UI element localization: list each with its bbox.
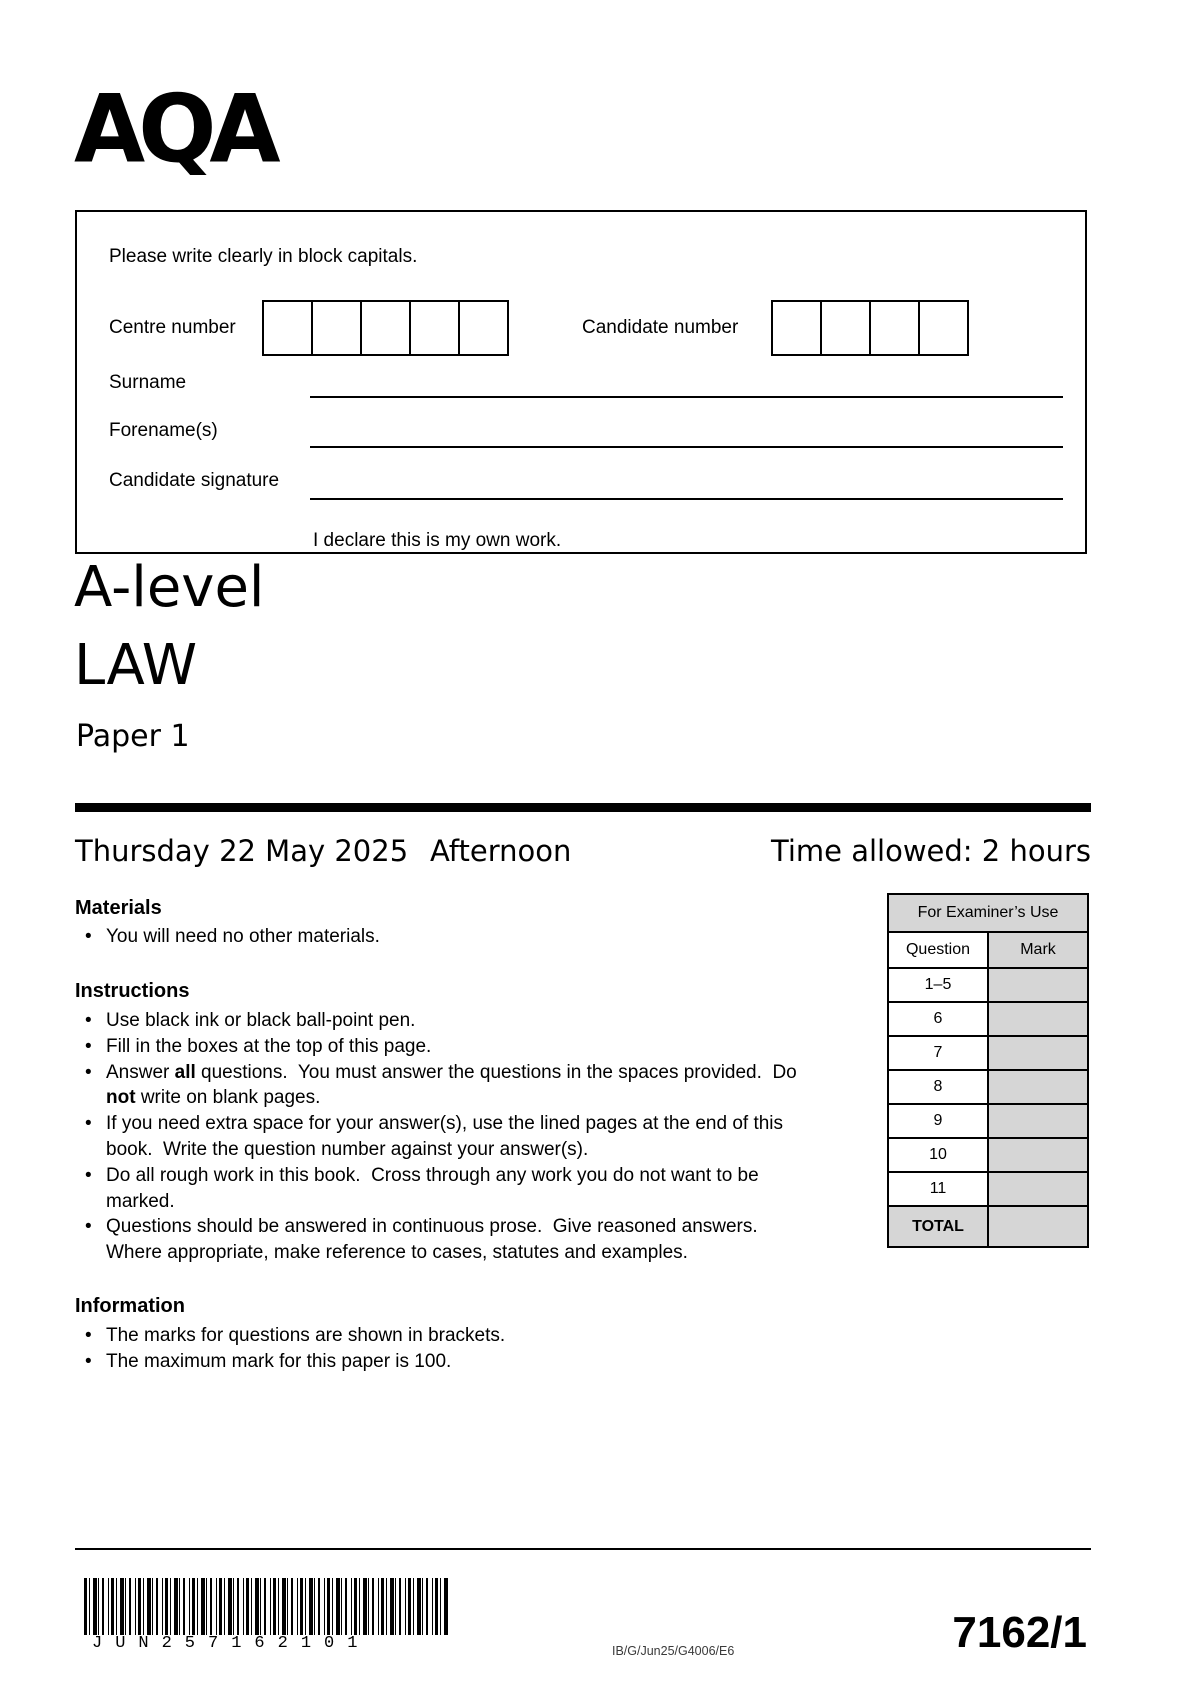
mark-cell <box>988 1002 1088 1036</box>
qualification-title: A-level <box>74 555 265 620</box>
instructions-list <box>75 1008 823 1266</box>
barcode <box>84 1578 448 1635</box>
time-allowed: Time allowed: 2 hours <box>771 834 1091 868</box>
examiner-table-row <box>888 1104 1088 1138</box>
declaration-text: I declare this is my own work. <box>313 530 562 551</box>
list-item: • Fill in the boxes at the top of this page. <box>75 1034 823 1060</box>
question-number-cell: 9 <box>888 1104 988 1138</box>
digit-box[interactable] <box>360 300 411 356</box>
surname-input-line[interactable] <box>310 396 1063 398</box>
digit-box[interactable] <box>458 300 509 356</box>
digit-box[interactable] <box>918 300 969 356</box>
question-number-cell: 10 <box>888 1138 988 1172</box>
centre-number-label: Centre number <box>109 317 236 338</box>
materials-list <box>75 924 823 950</box>
total-mark-cell <box>988 1206 1088 1247</box>
examiner-table-row <box>888 1002 1088 1036</box>
forenames-input-line[interactable] <box>310 446 1063 448</box>
question-column-header: Question <box>888 932 988 968</box>
aqa-logo: AQA <box>74 74 274 185</box>
examiner-table-row <box>888 1070 1088 1104</box>
examiner-use-table <box>887 893 1089 1248</box>
footer-rule <box>75 1548 1091 1550</box>
digit-box[interactable] <box>262 300 313 356</box>
information-list <box>75 1323 823 1375</box>
signature-input-line[interactable] <box>310 498 1063 500</box>
list-item: • If you need extra space for your answer(s), use the lined pages at the end of this book. Write the question number against your answer(s). <box>75 1111 823 1163</box>
centre-number-input <box>262 300 509 356</box>
digit-box[interactable] <box>311 300 362 356</box>
digit-box[interactable] <box>820 300 871 356</box>
title-rule <box>75 803 1091 812</box>
examiner-table-row <box>888 1036 1088 1070</box>
digit-box[interactable] <box>409 300 460 356</box>
barcode-text: JUN257162101 <box>92 1634 371 1653</box>
list-item: • The marks for questions are shown in brackets. <box>75 1323 823 1349</box>
paper-code: 7162/1 <box>952 1608 1087 1657</box>
paper-title: Paper 1 <box>76 719 190 754</box>
mark-cell <box>988 1104 1088 1138</box>
subject-title: LAW <box>74 633 198 698</box>
list-item: • Do all rough work in this book. Cross through any work you do not want to be marked. <box>75 1163 823 1215</box>
question-number-cell: 1–5 <box>888 968 988 1002</box>
forenames-label: Forename(s) <box>109 420 218 441</box>
mark-cell <box>988 1036 1088 1070</box>
question-number-cell: 8 <box>888 1070 988 1104</box>
digit-box[interactable] <box>869 300 920 356</box>
question-number-cell: 7 <box>888 1036 988 1070</box>
mark-cell <box>988 1070 1088 1104</box>
mark-cell <box>988 968 1088 1002</box>
examiner-table-row <box>888 968 1088 1002</box>
footer-ref-code: IB/G/Jun25/G4006/E6 <box>612 1644 735 1658</box>
list-item: • Use black ink or black ball-point pen. <box>75 1008 823 1034</box>
candidate-number-input <box>771 300 969 356</box>
materials-heading: Materials <box>75 897 162 919</box>
candidate-details-box <box>75 210 1087 554</box>
surname-label: Surname <box>109 372 187 393</box>
question-number-cell: 6 <box>888 1002 988 1036</box>
examiner-table-title: For Examiner’s Use <box>888 894 1088 932</box>
signature-label: Candidate signature <box>109 470 280 491</box>
list-item: • Questions should be answered in continuous prose. Give reasoned answers. Where appropriate, make reference to cases, statutes and examples. <box>75 1214 823 1266</box>
examiner-table-row <box>888 1138 1088 1172</box>
candidate-number-label: Candidate number <box>582 317 739 338</box>
information-heading: Information <box>75 1295 185 1317</box>
examiner-table-row <box>888 1172 1088 1206</box>
list-item: • The maximum mark for this paper is 100. <box>75 1349 823 1375</box>
question-number-cell: 11 <box>888 1172 988 1206</box>
mark-cell <box>988 1138 1088 1172</box>
instructions-heading: Instructions <box>75 980 190 1002</box>
exam-date: Thursday 22 May 2025 <box>75 834 409 868</box>
block-capitals-instruction: Please write clearly in block capitals. <box>109 246 418 267</box>
list-item: • You will need no other materials. <box>75 924 823 950</box>
total-label: TOTAL <box>888 1206 988 1247</box>
mark-cell <box>988 1172 1088 1206</box>
digit-box[interactable] <box>771 300 822 356</box>
exam-date-line <box>75 836 1091 868</box>
list-item: • Answer all questions. You must answer the questions in the spaces provided. Do not write on blank pages. <box>75 1060 823 1112</box>
exam-session: Afternoon <box>430 834 572 868</box>
mark-column-header: Mark <box>988 932 1088 968</box>
